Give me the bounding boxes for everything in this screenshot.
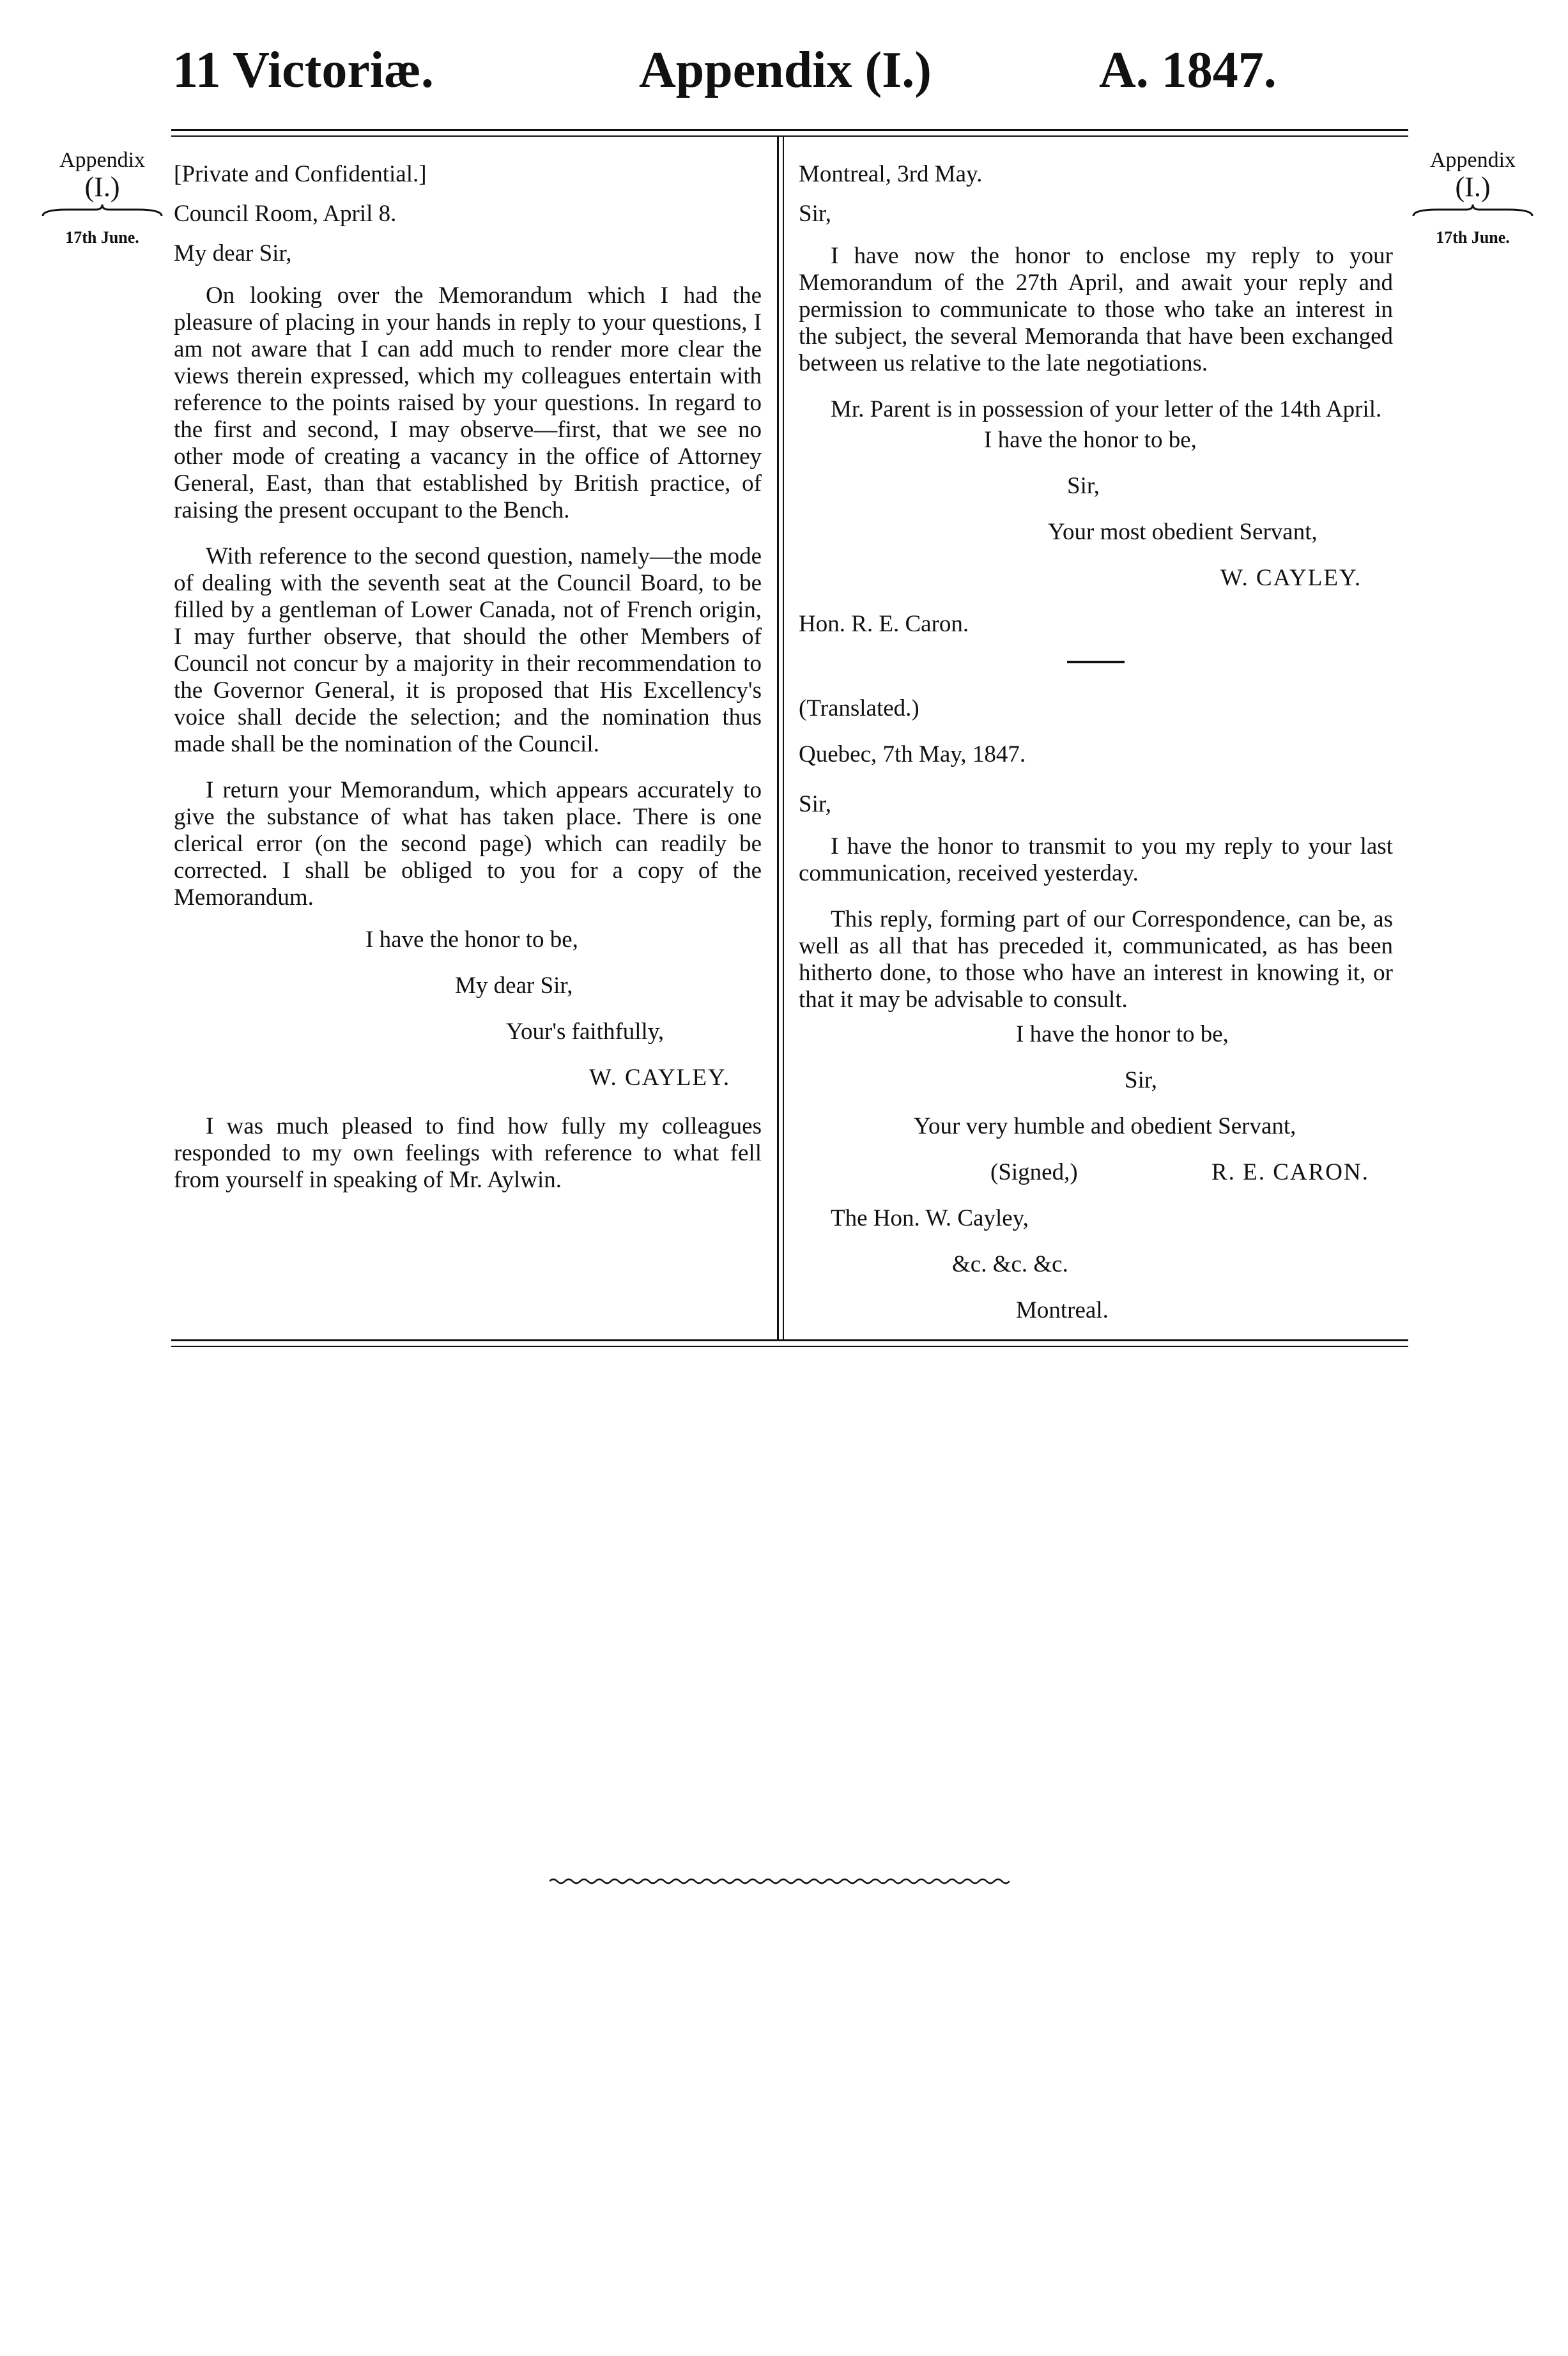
left-letter — [174, 161, 762, 1213]
addressee: Hon. R. E. Caron. — [799, 611, 969, 637]
margin-note-date: 17th June. — [65, 227, 139, 247]
closing-line: Sir, — [1125, 1067, 1157, 1093]
brace-icon — [42, 203, 163, 217]
paragraph: This reply, forming part of our Correspondence, can be, as well as all that has preceded it, communicated, as has been hitherto done, to those who have an interest in knowing it, or that it may be advisable to consult. — [799, 906, 1393, 1013]
addressee-line: Montreal. — [1016, 1297, 1109, 1323]
addressee-line: The Hon. W. Cayley, — [831, 1205, 1029, 1231]
closing-line: Your very humble and obedient Servant, — [914, 1113, 1296, 1139]
margin-note-number: (I.) — [1455, 171, 1491, 203]
header-center: Appendix (I.) — [639, 42, 932, 98]
letter-cayley-to-caron — [799, 161, 1393, 638]
closing-line: I have the honor to be, — [1016, 1021, 1229, 1047]
closing-line: I have the honor to be, — [984, 427, 1197, 453]
column-divider — [777, 137, 779, 1339]
right-letters — [799, 161, 1393, 1343]
signature: W. CAYLEY. — [589, 1065, 731, 1091]
closing — [174, 927, 762, 1091]
closing-line: Your most obedient Servant, — [1048, 519, 1318, 545]
place-date: Montreal, 3rd May. — [799, 161, 983, 187]
place-date: Quebec, 7th May, 1847. — [799, 741, 1026, 767]
place-date: Council Room, April 8. — [174, 201, 397, 227]
signature: W. CAYLEY. — [1220, 565, 1362, 591]
header-left: 11 Victoriæ. — [173, 42, 434, 98]
postscript: I was much pleased to find how fully my colleagues responded to my own feelings with reference to what fell from yourself in speaking of Mr. Aylwin. — [174, 1113, 762, 1193]
column-divider-inner — [783, 137, 784, 1339]
top-rule-inner — [171, 135, 1408, 137]
paragraph: I return your Memorandum, which appears accurately to give the substance of what has taken place. There is one clerical error (on the second page) which can readily be corrected. I shall be obliged to you for a copy of the Memorandum. — [174, 777, 762, 911]
signed-label: (Signed,) — [990, 1159, 1078, 1185]
signature: R. E. CARON. — [1211, 1159, 1369, 1185]
letter-caron-to-cayley — [799, 695, 1393, 1324]
paragraph: Mr. Parent is in possession of your letter of the 14th April. — [831, 396, 1382, 422]
header-right: A. 1847. — [1099, 42, 1277, 98]
bottom-rule-inner — [171, 1346, 1408, 1347]
letter-note: [Private and Confidential.] — [174, 161, 427, 187]
wavy-rule — [550, 1876, 1010, 1886]
salutation: Sir, — [799, 791, 831, 817]
paragraph: On looking over the Memorandum which I had the pleasure of placing in your hands in reply to your questions, I am not aware that I can add much to render more clear the views therein expressed, which my colleagues entertain with reference to the points raised by your questions. In regard to the first and second, I may observe—first, that we see no other mode of creating a vacancy in the office of Attorney General, East, than that established by British practice, of raising the present occupant to the Bench. — [174, 282, 762, 523]
addressee-line: &c. &c. &c. — [952, 1251, 1068, 1277]
salutation: My dear Sir, — [174, 240, 292, 266]
closing-line: My dear Sir, — [455, 973, 573, 999]
margin-note-number: (I.) — [84, 171, 120, 203]
margin-note-right — [1406, 148, 1540, 247]
closing-line: I have the honor to be, — [365, 927, 578, 953]
margin-note-label: Appendix — [1429, 148, 1516, 172]
salutation: Sir, — [799, 201, 831, 227]
separator-rule — [1067, 661, 1125, 663]
margin-note-left — [38, 148, 166, 247]
closing-line: Sir, — [1067, 473, 1100, 499]
closing-line: Your's faithfully, — [506, 1019, 665, 1045]
letter-note: (Translated.) — [799, 695, 919, 721]
paragraph: With reference to the second question, namely—the mode of dealing with the seventh seat at the Council Board, to be filled by a gentleman of Lower Canada, not of French origin, I may further observe, that should the other Members of Council not concur by a majority in their recommendation to the Governor General, it is proposed that His Excellency's voice shall decide the selection; and the nomination thus made shall be the nomination of the Council. — [174, 543, 762, 757]
brace-icon — [1412, 203, 1533, 217]
paragraph: I have now the honor to enclose my reply to your Memorandum of the 27th April, and await your reply and permission to communicate to those who take an interest in the subject, the several Memoranda that have been exchanged between us relative to the late negotiations. — [799, 243, 1393, 376]
margin-note-label: Appendix — [59, 148, 146, 172]
top-rule — [171, 129, 1408, 131]
margin-note-date: 17th June. — [1436, 227, 1510, 247]
signed-line — [799, 1159, 1393, 1186]
paragraph: I have the honor to transmit to you my reply to your last communication, received yesterday. — [799, 833, 1393, 886]
